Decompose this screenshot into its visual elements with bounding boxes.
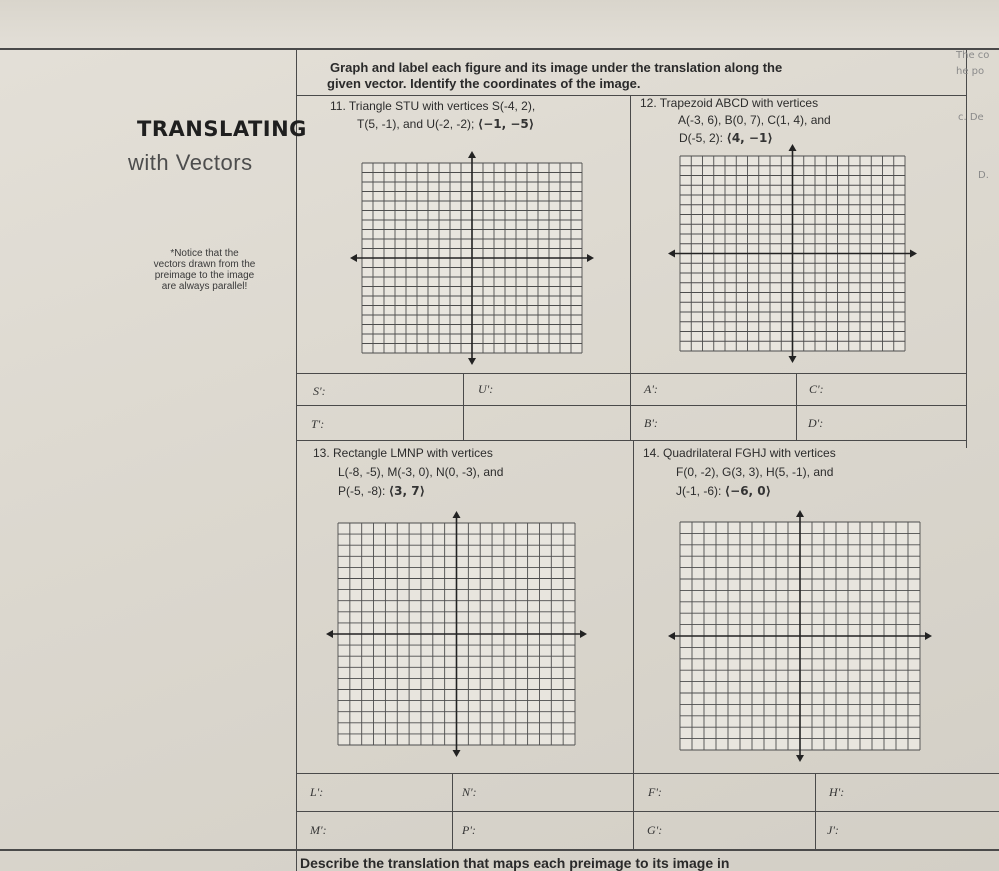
- y-axis-arrow-down: [468, 358, 476, 365]
- instructions-line-1: Graph and label each figure and its image under the translation along the: [330, 60, 783, 75]
- x-axis-arrow-left: [326, 630, 333, 638]
- x-axis-arrow-right: [580, 630, 587, 638]
- problem-13-line-2: L(-8, -5), M(-3, 0), N(0, -3), and: [338, 465, 504, 479]
- answer-m-prime[interactable]: M':: [310, 823, 327, 837]
- coordinate-grid-13[interactable]: [330, 515, 600, 760]
- answer-divider-b: [796, 373, 797, 440]
- margin-text: he po: [956, 66, 985, 77]
- margin-text: The co: [956, 50, 990, 61]
- problem-13-line-3: [338, 484, 425, 499]
- x-axis-arrow-left: [668, 250, 675, 258]
- answer-f-prime[interactable]: F':: [648, 785, 662, 799]
- side-note-line: are always parallel!: [161, 281, 248, 292]
- page-top-rule: [0, 48, 999, 50]
- answer-t-prime[interactable]: T':: [311, 417, 325, 431]
- problem-12-line-2: A(-3, 6), B(0, 7), C(1, 4), and: [678, 113, 831, 127]
- y-axis-arrow-up: [453, 511, 461, 518]
- answer-c-prime[interactable]: C':: [809, 382, 824, 396]
- side-subtitle: with Vectors: [128, 150, 253, 175]
- answer-j-prime[interactable]: J':: [827, 823, 839, 837]
- problem-11-vector: ⟨−1, −5⟩: [477, 117, 535, 131]
- answer-row-top-3: [296, 440, 967, 441]
- answer-divider-c: [452, 773, 453, 849]
- x-axis-arrow-right: [910, 250, 917, 258]
- x-axis-arrow-right: [587, 254, 594, 262]
- problem-13-vertex-p: P(-5, -8):: [338, 484, 389, 498]
- right-column-rule: [966, 48, 967, 448]
- answer-a-prime[interactable]: A':: [644, 382, 658, 396]
- page-top-shadow: [0, 0, 999, 48]
- margin-text: c. De: [958, 112, 984, 123]
- problem-12-vertex-d: D(-5, 2):: [679, 131, 727, 145]
- answer-row-bottom-3: [0, 849, 999, 851]
- x-axis-arrow-right: [925, 632, 932, 640]
- side-title: TRANSLATING: [137, 117, 307, 141]
- answer-divider-a: [463, 373, 464, 440]
- y-axis-arrow-down: [789, 356, 797, 363]
- x-axis-arrow-left: [668, 632, 675, 640]
- problem-14-vertex-j: J(-1, -6):: [676, 484, 725, 498]
- describe-translation-prompt: Describe the translation that maps each preimage to its image in: [300, 855, 730, 871]
- instructions-bottom-rule: [296, 95, 967, 96]
- y-axis-arrow-up: [796, 510, 804, 517]
- answer-g-prime[interactable]: G':: [647, 823, 663, 837]
- side-note: [117, 248, 292, 292]
- answer-p-prime[interactable]: P':: [462, 823, 476, 837]
- problem-11-line-1: 11. Triangle STU with vertices S(-4, 2),: [330, 99, 536, 113]
- problem-14-line-2: F(0, -2), G(3, 3), H(5, -1), and: [676, 465, 834, 479]
- content-left-rule: [296, 48, 297, 871]
- problem-11-vertices: T(5, -1), and U(-2, -2);: [357, 117, 478, 131]
- answer-n-prime[interactable]: N':: [462, 785, 477, 799]
- problem-12-line-1: 12. Trapezoid ABCD with vertices: [640, 96, 819, 110]
- grid-svg: [670, 512, 940, 767]
- answer-d-prime[interactable]: D':: [808, 416, 824, 430]
- problem-14-line-1: 14. Quadrilateral FGHJ with vertices: [643, 446, 836, 460]
- answer-u-prime[interactable]: U':: [478, 382, 494, 396]
- grid-svg: [352, 155, 600, 370]
- y-axis-arrow-up: [468, 151, 476, 158]
- answer-l-prime[interactable]: L':: [310, 785, 324, 799]
- y-axis-arrow-down: [453, 750, 461, 757]
- problem-13-vector: ⟨3, 7⟩: [388, 484, 426, 498]
- coordinate-grid-12[interactable]: [670, 148, 918, 366]
- y-axis-arrow-down: [796, 755, 804, 762]
- answer-row-top-2: [296, 405, 967, 406]
- side-note-line: *Notice that the: [170, 248, 239, 259]
- coordinate-grid-14[interactable]: [670, 512, 940, 767]
- answer-row-bottom-1: [296, 773, 999, 774]
- instructions-line-2: given vector. Identify the coordinates of the image.: [327, 76, 641, 91]
- answer-h-prime[interactable]: H':: [829, 785, 845, 799]
- problem-12-line-3: [679, 131, 773, 146]
- problem-13-line-1: 13. Rectangle LMNP with vertices: [313, 446, 493, 460]
- problem-14-line-3: [676, 484, 771, 499]
- margin-text: D.: [978, 170, 989, 181]
- grid-svg: [670, 148, 918, 366]
- side-note-line: vectors drawn from the: [153, 259, 256, 270]
- answer-row-top-1: [296, 373, 967, 374]
- grid-svg: [330, 515, 600, 760]
- center-rule-bottom: [633, 440, 634, 850]
- coordinate-grid-11[interactable]: [352, 155, 600, 370]
- y-axis-arrow-up: [789, 144, 797, 151]
- problem-12-vector: ⟨4, −1⟩: [726, 131, 773, 145]
- side-note-line: preimage to the image: [154, 270, 255, 281]
- problem-11-line-2: [357, 117, 534, 132]
- answer-row-bottom-2: [296, 811, 999, 812]
- problem-14-vector: ⟨−6, 0⟩: [724, 484, 772, 498]
- x-axis-arrow-left: [350, 254, 357, 262]
- answer-b-prime[interactable]: B':: [644, 416, 658, 430]
- answer-s-prime[interactable]: S':: [313, 384, 326, 398]
- center-rule-top: [630, 95, 631, 440]
- answer-divider-d: [815, 773, 816, 849]
